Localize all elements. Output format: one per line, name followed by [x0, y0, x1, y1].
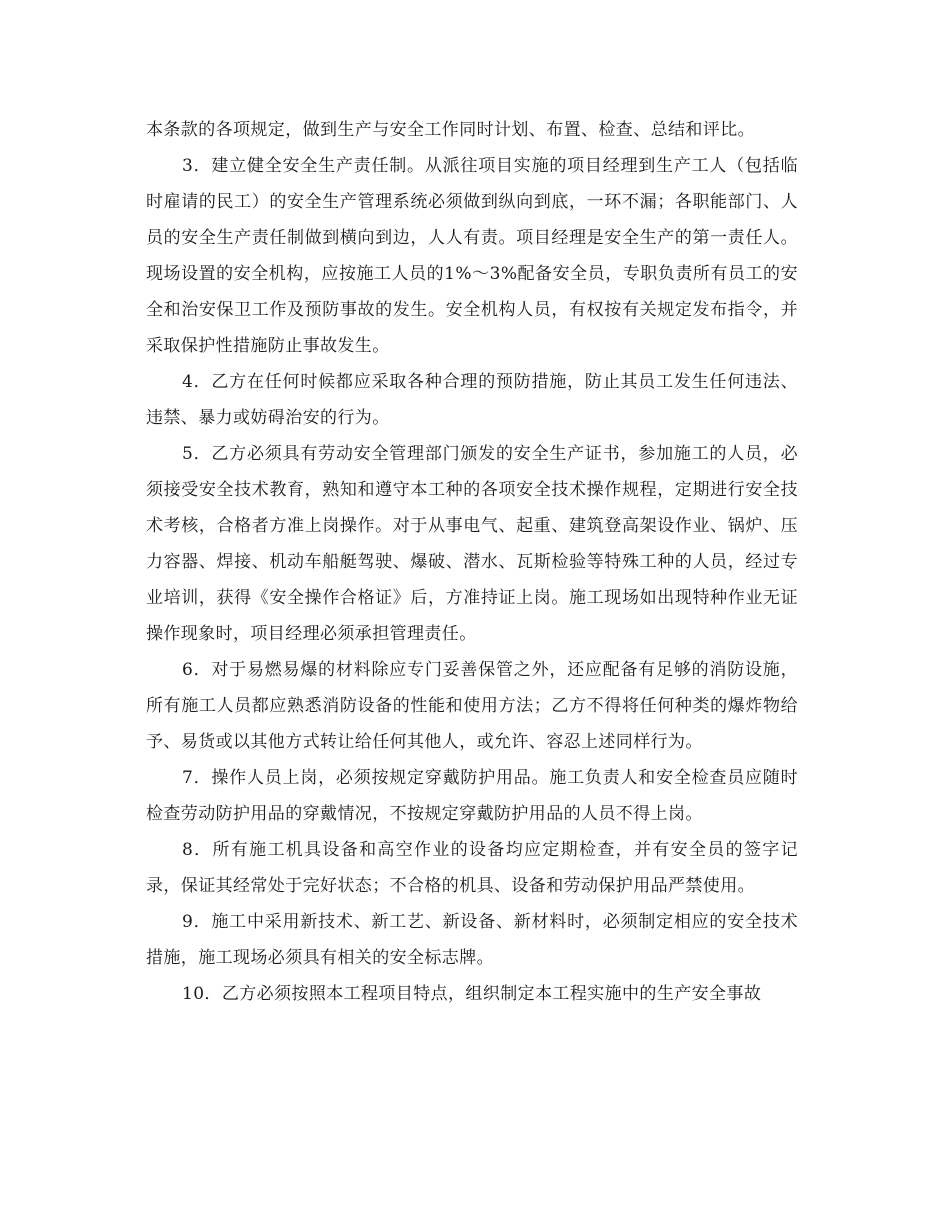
paragraph-item-9: 9．施工中采用新技术、新工艺、新设备、新材料时，必须制定相应的安全技术措施，施工现场必须具有相关的安全标志牌。: [146, 912, 798, 968]
paragraph-item-6: 6．对于易燃易爆的材料除应专门妥善保管之外，还应配备有足够的消防设施，所有施工人员都应熟悉消防设备的性能和使用方法；乙方不得将任何种类的爆炸物给予、易货或以其他方式转让给任何其他人，或允许、容忍上述同样行为。: [146, 660, 798, 752]
paragraph-item-4: 4．乙方在任何时候都应采取各种合理的预防措施，防止其员工发生任何违法、违禁、暴力或妨碍治安的行为。: [146, 372, 798, 428]
paragraph-item-5: 5．乙方必须具有劳动安全管理部门颁发的安全生产证书，参加施工的人员，必须接受安全技术教育，熟知和遵守本工种的各项安全技术操作规程，定期进行安全技术考核，合格者方准上岗操作。对于从事电气、起重、建筑登高架设作业、锅炉、压力容器、焊接、机动车船艇驾驶、爆破、潜水、瓦斯检验等特殊工种的人员，经过专业培训，获得《安全操作合格证》后，方准持证上岗。施工现场如出现特种作业无证操作现象时，项目经理必须承担管理责任。: [146, 444, 798, 644]
paragraph-item-8: 8．所有施工机具设备和高空作业的设备均应定期检查，并有安全员的签字记录，保证其经常处于完好状态；不合格的机具、设备和劳动保护用品严禁使用。: [146, 840, 798, 896]
paragraph-item-10: 10．乙方必须按照本工程项目特点，组织制定本工程实施中的生产安全事故: [182, 984, 762, 1004]
paragraph-continuation: 本条款的各项规定，做到生产与安全工作同时计划、布置、检查、总结和评比。: [146, 120, 755, 140]
document-page: [146, 112, 798, 1012]
paragraph-item-7: 7．操作人员上岗，必须按规定穿戴防护用品。施工负责人和安全检查员应随时检查劳动防护用品的穿戴情况，不按规定穿戴防护用品的人员不得上岗。: [146, 768, 798, 824]
paragraph-item-3: 3．建立健全安全生产责任制。从派往项目实施的项目经理到生产工人（包括临时雇请的民工）的安全生产管理系统必须做到纵向到底，一环不漏；各职能部门、人员的安全生产责任制做到横向到边，人人有责。项目经理是安全生产的第一责任人。现场设置的安全机构，应按施工人员的1%～3%配备安全员，专职负责所有员工的安全和治安保卫工作及预防事故的发生。安全机构人员，有权按有关规定发布指令，并采取保护性措施防止事故发生。: [146, 156, 798, 356]
